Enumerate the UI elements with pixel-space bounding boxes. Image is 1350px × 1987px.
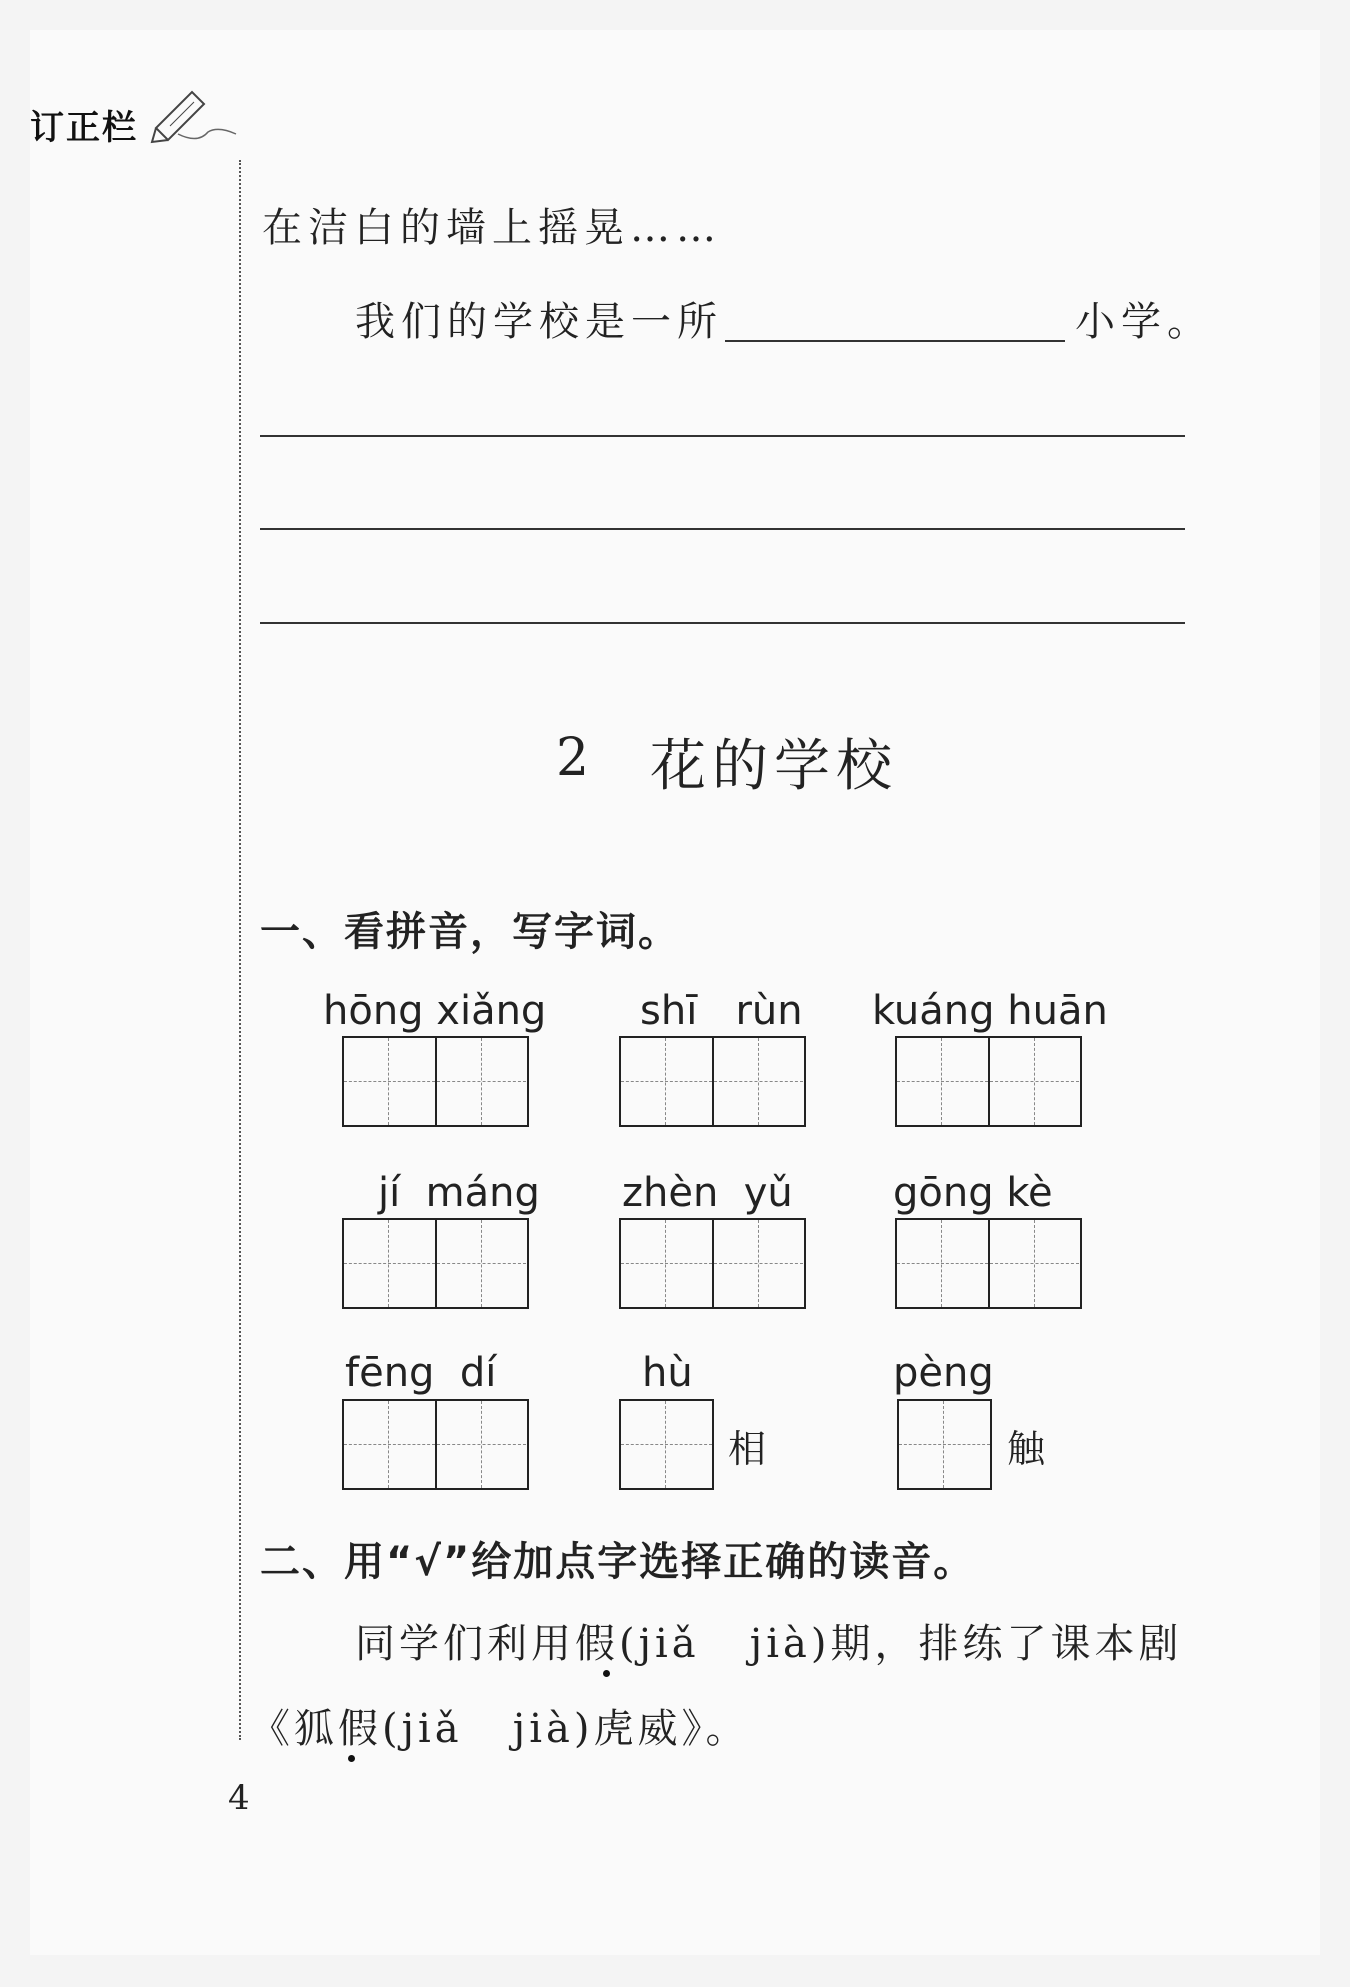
section1-heading: 一、看拼音，写字词。 [260,909,680,955]
lesson-title: 花的学校 [650,734,898,799]
pinyin-label: hōng xiǎng [323,988,547,1034]
writing-box[interactable] [895,1218,1082,1309]
word-suffix: 触 [1007,1427,1046,1471]
emphasis-dot [603,1670,610,1677]
pinyin-label: shī rùn [640,988,803,1034]
page-number: 4 [228,1778,250,1818]
pinyin-label: fēng dí [345,1350,497,1396]
poem-line: 在洁白的墙上摇晃…… [262,205,722,251]
fill-sentence-suffix: 小学。 [1075,299,1213,345]
question-line: 同学们利用假(jiǎ jià)期，排练了课本剧 [355,1621,1183,1667]
writing-box[interactable] [619,1218,806,1309]
writing-line[interactable] [260,622,1185,624]
writing-box[interactable] [342,1399,529,1490]
fill-blank-line[interactable] [725,340,1065,342]
section2-heading: 二、用“√”给加点字选择正确的读音。 [260,1539,976,1585]
writing-box[interactable] [895,1036,1082,1127]
pinyin-label: zhèn yǔ [622,1170,793,1216]
pinyin-label: hù [642,1350,693,1396]
margin-label: 订正栏 [30,108,138,148]
writing-box[interactable] [342,1218,529,1309]
pinyin-label: gōng kè [893,1170,1053,1216]
lesson-number: 2 [556,728,590,788]
question-line: 《狐假(jiǎ jià)虎威》。 [250,1706,750,1752]
writing-box[interactable] [342,1036,529,1127]
pinyin-label: pèng [893,1350,994,1396]
fill-sentence-prefix: 我们的学校是一所 [355,299,723,345]
emphasis-dot [348,1755,355,1762]
writing-box[interactable] [897,1399,992,1490]
word-suffix: 相 [728,1427,767,1471]
writing-box[interactable] [619,1399,714,1490]
fold-line [239,160,241,1740]
pencil-icon [148,84,238,144]
pinyin-label: kuáng huān [872,988,1108,1034]
writing-box[interactable] [619,1036,806,1127]
writing-line[interactable] [260,435,1185,437]
pinyin-label: jí máng [378,1170,540,1216]
writing-line[interactable] [260,528,1185,530]
